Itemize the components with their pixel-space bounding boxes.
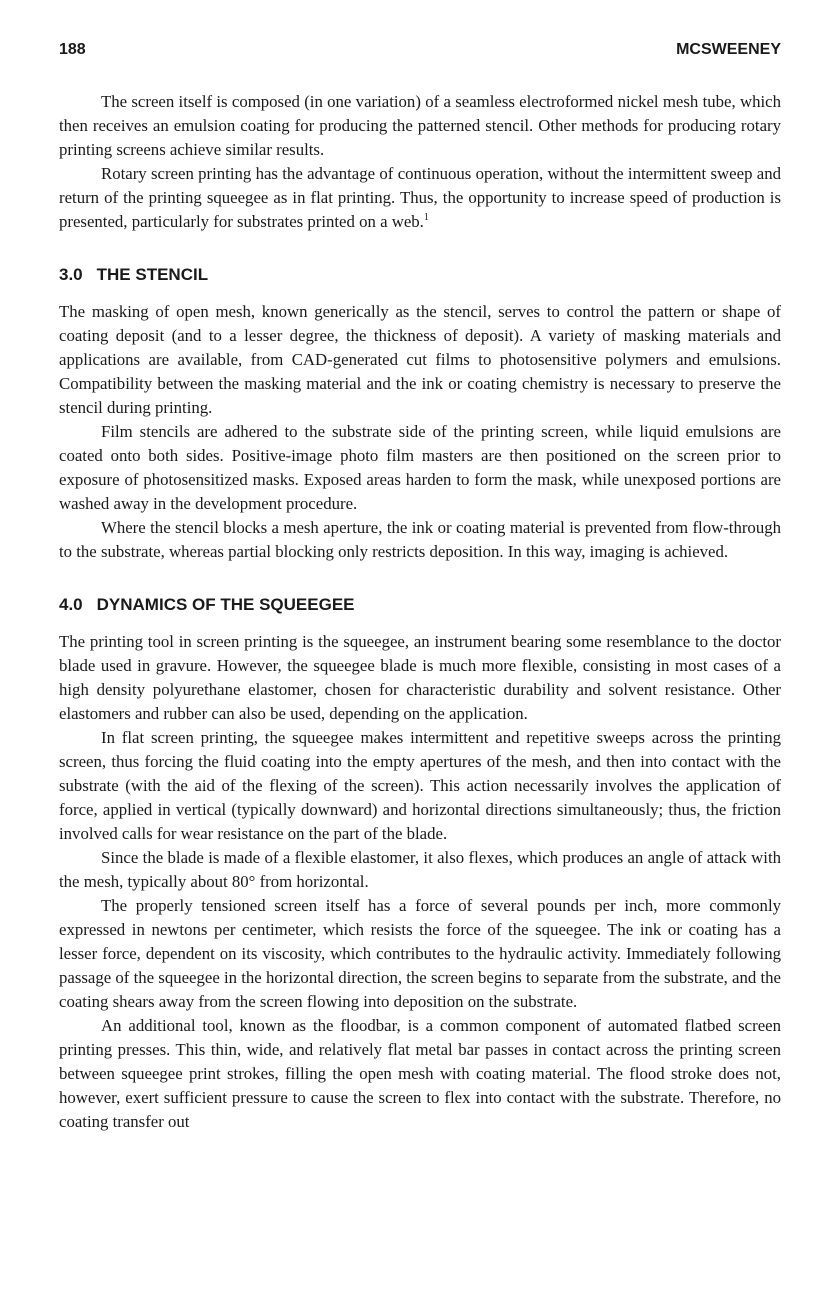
section-heading-squeegee [59,594,781,616]
running-title: MCSWEENEY [676,41,781,58]
intro-paragraph-1: The screen itself is composed (in one variation) of a seamless electroformed nickel mesh tube, which then receives an emulsion coating for producing the patterned stencil. Other methods for producing rotary printing screens achieve similar results. [59,92,781,159]
body-text [59,90,781,1134]
intro-paragraph-2-text: Rotary screen printing has the advantage of continuous operation, without the intermittent sweep and return of the printing squeegee as in flat printing. Thus, the opportunity to increase speed of production is presented, particularly for substrates printed on a web. [59,164,781,231]
squeegee-paragraph-5: An additional tool, known as the floodbar, is a common component of automated flatbed screen printing presses. This thin, wide, and relatively flat metal bar passes in contact across the printing screen between squeegee print strokes, filling the open mesh with coating material. The flood stroke does not, however, exert sufficient pressure to cause the screen to flex into contact with the substrate. Therefore, no coating transfer out [59,1016,781,1131]
running-head [59,40,781,60]
squeegee-paragraph-4: The properly tensioned screen itself has a force of several pounds per inch, more commonly expressed in newtons per centimeter, which resists the force of the squeegee. The ink or coating has a lesser force, dependent on its viscosity, which contributes to the hydraulic activity. Immediately following passage of the squeegee in the horizontal direction, the screen begins to separate from the substrate, and the coating shears away from the screen flowing into deposition on the substrate. [59,896,781,1011]
intro-paragraph-2 [59,162,781,234]
book-page [59,40,781,1134]
section-title: DYNAMICS OF THE SQUEEGEE [96,595,355,614]
section-title: THE STENCIL [96,265,209,284]
stencil-paragraph-2: Film stencils are adhered to the substrate side of the printing screen, while liquid emulsions are coated onto both sides. Positive-image photo film masters are then positioned on the screen prior to exposure of photosensitized masks. Exposed areas harden to form the mask, while unexposed portions are washed away in the development procedure. [59,422,781,513]
section-heading-stencil [59,264,781,286]
squeegee-paragraph-1: The printing tool in screen printing is the squeegee, an instrument bearing some resemblance to the doctor blade used in gravure. However, the squeegee blade is much more flexible, consisting in most cases of a high density polyurethane elastomer, chosen for characteristic durability and solvent resistance. Other elastomers and rubber can also be used, depending on the application. [59,632,781,723]
section-number: 3.0 [59,265,83,284]
page-number: 188 [59,41,86,58]
stencil-paragraph-1: The masking of open mesh, known generically as the stencil, serves to control the pattern or shape of coating deposit (and to a lesser degree, the thickness of deposit). A variety of masking materials and applications are available, from CAD-generated cut films to photosensitive polymers and emulsions. Compatibility between the masking material and the ink or coating chemistry is necessary to preserve the stencil during printing. [59,302,781,417]
stencil-paragraph-3: Where the stencil blocks a mesh aperture, the ink or coating material is prevented from flow-through to the substrate, whereas partial blocking only restricts deposition. In this way, imaging is achieved. [59,518,781,561]
section-number: 4.0 [59,595,83,614]
squeegee-paragraph-2: In flat screen printing, the squeegee makes intermittent and repetitive sweeps across the printing screen, thus forcing the fluid coating into the empty apertures of the mesh, and then into contact with the substrate (with the aid of the flexing of the screen). This action necessarily involves the application of force, applied in vertical (typically downward) and horizontal directions simultaneously; thus, the friction involved calls for wear resistance on the part of the blade. [59,728,781,843]
footnote-reference[interactable]: 1 [423,212,429,223]
squeegee-paragraph-3: Since the blade is made of a flexible elastomer, it also flexes, which produces an angle of attack with the mesh, typically about 80° from horizontal. [59,848,781,891]
